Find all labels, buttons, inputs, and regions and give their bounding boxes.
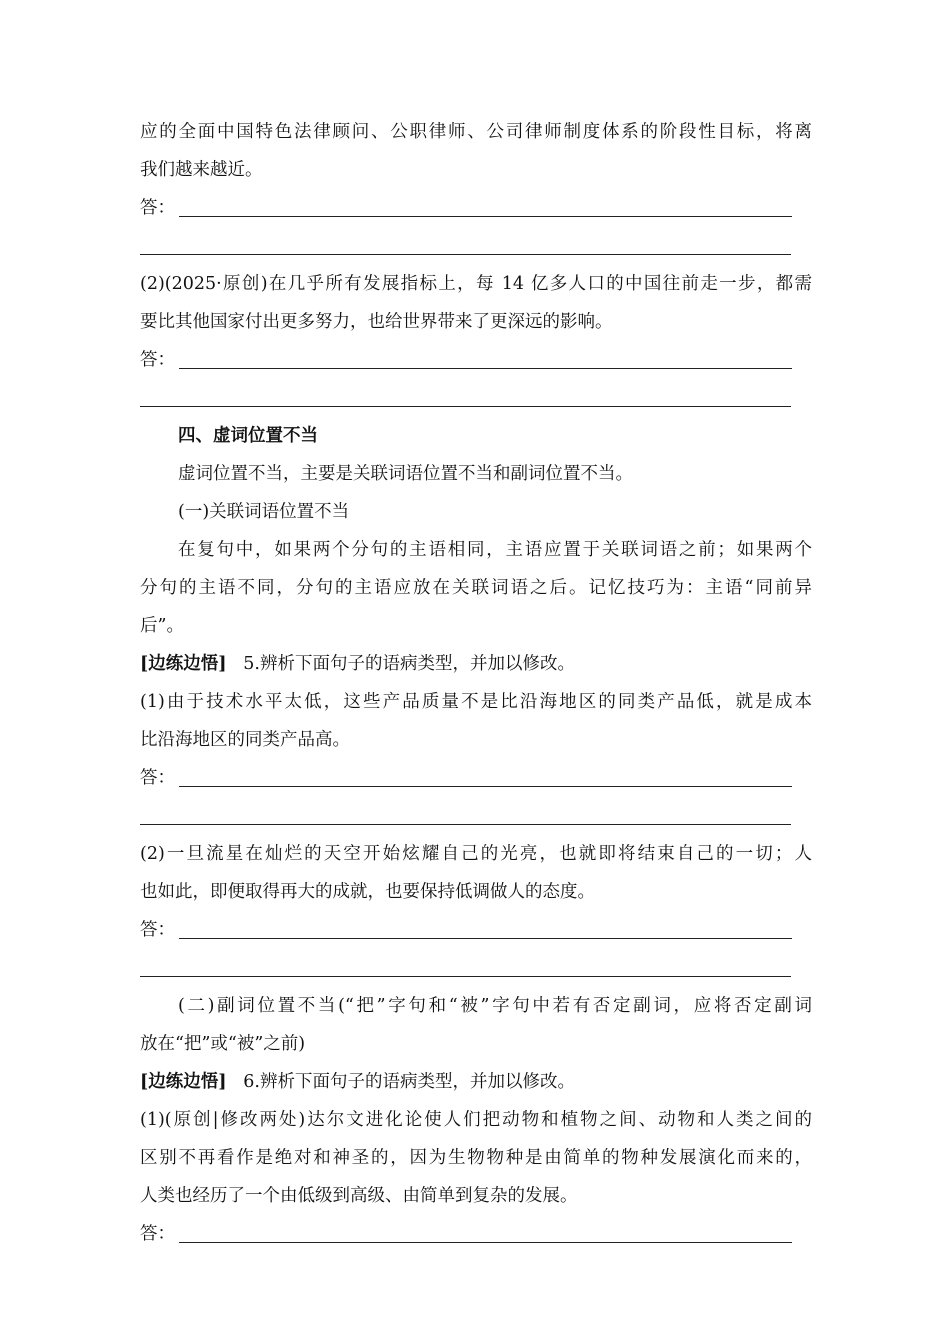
answer-line[interactable] [140,348,812,372]
document-page [140,120,812,1260]
question-line: (1)由于技术水平太低，这些产品质量不是比沿海地区的同类产品低，就是成本 [140,692,812,712]
subsection-title: (二)副词位置不当(“把”字句和“被”字句中若有否定副词，应将否定副词 [178,996,812,1016]
question-line: 也如此，即便取得再大的成就，也要保持低调做人的态度。 [140,882,595,902]
exercise-prompt: 5.辨析下面句子的语病类型，并加以修改。 [243,654,575,674]
exercise-header [140,1070,812,1094]
answer-blank-line[interactable] [140,804,812,828]
question-line: (1)(原创|修改两处)达尔文进化论使人们把动物和植物之间、动物和人类之间的 [140,1110,812,1130]
answer-line[interactable] [140,196,812,220]
answer-line[interactable] [140,1222,812,1246]
exercise-tag: [边练边悟] [140,1072,227,1092]
paragraph-line: 我们越来越近。 [140,160,263,180]
exercise-prompt: 6.辨析下面句子的语病类型，并加以修改。 [243,1072,575,1092]
answer-blank-line[interactable] [140,956,812,980]
answer-rule [179,367,792,369]
question-line: (2)(2025·原创)在几乎所有发展指标上，每 14 亿多人口的中国往前走一步，都需 [140,274,812,294]
answer-rule [179,937,792,939]
answer-rule [179,215,792,217]
paragraph-line: 放在“把”或“被”之前) [140,1034,306,1054]
answer-label: 答： [140,768,175,788]
question-line: 要比其他国家付出更多努力，也给世界带来了更深远的影响。 [140,312,613,332]
exercise-tag: [边练边悟] [140,654,227,674]
answer-rule [140,976,791,977]
answer-rule [140,254,791,255]
paragraph-line: 虚词位置不当，主要是关联词语位置不当和副词位置不当。 [178,464,633,484]
answer-blank-line[interactable] [140,386,812,410]
answer-label: 答： [140,198,175,218]
answer-rule [179,1241,792,1243]
answer-line[interactable] [140,918,812,942]
answer-rule [140,824,791,825]
answer-line[interactable] [140,766,812,790]
paragraph-line: 在复句中，如果两个分句的主语相同，主语应置于关联词语之前；如果两个 [178,540,812,560]
answer-rule [140,406,791,407]
section-heading: 四、虚词位置不当 [178,426,318,446]
answer-blank-line[interactable] [140,234,812,258]
paragraph-line: 应的全面中国特色法律顾问、公职律师、公司律师制度体系的阶段性目标，将离 [140,122,812,142]
answer-rule [179,785,792,787]
paragraph-line: 分句的主语不同，分句的主语应放在关联词语之后。记忆技巧为：主语“同前异 [140,578,812,598]
question-line: 人类也经历了一个由低级到高级、由简单到复杂的发展。 [140,1186,578,1206]
answer-label: 答： [140,1224,175,1244]
subsection-title: (一)关联词语位置不当 [178,502,350,522]
question-line: (2)一旦流星在灿烂的天空开始炫耀自己的光亮，也就即将结束自己的一切；人 [140,844,812,864]
exercise-header [140,652,812,676]
question-line: 区别不再看作是绝对和神圣的，因为生物物种是由简单的物种发展演化而来的， [140,1148,812,1168]
answer-label: 答： [140,350,175,370]
question-line: 比沿海地区的同类产品高。 [140,730,350,750]
answer-label: 答： [140,920,175,940]
paragraph-line: 后”。 [140,616,184,636]
